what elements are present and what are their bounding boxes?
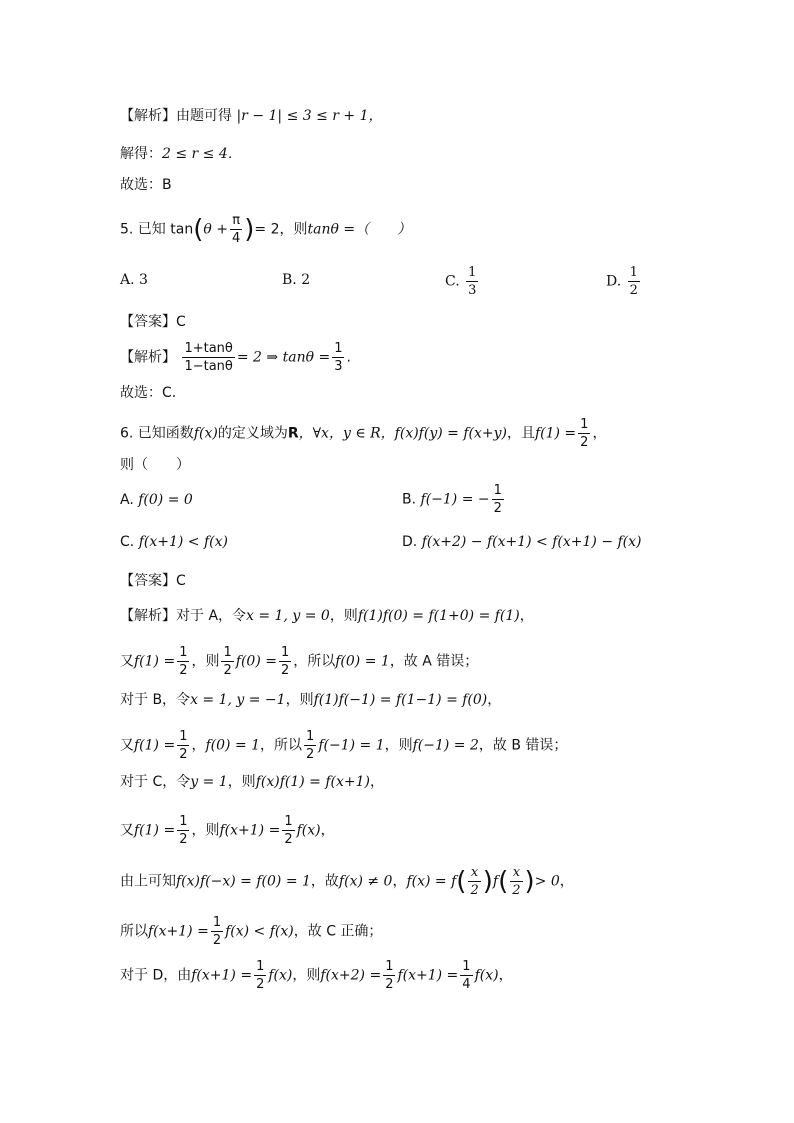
- q6-option-a: [120, 492, 193, 508]
- q4-solve-line: [120, 144, 242, 164]
- expr: f(−1) = 2: [412, 737, 479, 754]
- half-frac: $\frac{1}{2}$: [223, 645, 232, 678]
- text: ，则: [292, 967, 321, 984]
- text: 由上可知: [120, 873, 176, 890]
- text: 对于 C，令: [120, 774, 191, 790]
- answer-tag: 【答案】: [120, 314, 176, 330]
- expr: x = 1, y = 0: [246, 608, 330, 624]
- expr: f(x) ≠ 0: [338, 873, 393, 890]
- q6-stem: [120, 418, 606, 449]
- expr: f(x) < f(x): [225, 923, 294, 940]
- x-over-2: $\frac{x}{2}$: [470, 865, 479, 898]
- text: 又: [120, 653, 134, 670]
- q6-stem-half: $\frac{1}{2}$: [580, 417, 589, 450]
- q6-stem-1: 6. 已知函数: [120, 425, 194, 442]
- q6-stem-then: 则（ ）: [120, 457, 190, 473]
- q5-answer: [120, 312, 186, 332]
- q6-stem-3: ，∀x，y ∈ R，: [298, 425, 395, 442]
- x-over-2: $\frac{x}{2}$: [512, 865, 521, 898]
- q5-tan: tan: [170, 221, 194, 238]
- text: ，: [320, 822, 335, 839]
- expr: f(0) = 1: [205, 737, 261, 754]
- text: 又: [120, 737, 134, 754]
- expr: f(x+1) =: [191, 967, 253, 984]
- expr: x = 1, y = −1: [190, 692, 286, 708]
- q6-option-a-label: A.: [120, 492, 134, 508]
- text: ，: [191, 737, 206, 754]
- analysis-tag: 【解析】: [120, 108, 176, 124]
- text: 对于 A，令: [176, 608, 247, 624]
- text: ，故: [310, 873, 339, 890]
- q4-solve-expr: 2 ≤ r ≤ 4．: [162, 146, 242, 162]
- left-paren: (: [498, 866, 509, 897]
- analysis-tag: 【解析】: [120, 349, 176, 366]
- half-frac: $\frac{1}{2}$: [179, 645, 188, 678]
- text: ，故 B 错误；: [478, 737, 568, 754]
- half-frac: $\frac{1}{2}$: [306, 729, 315, 762]
- q5-stem-prefix: 5. 已知: [120, 221, 166, 238]
- expr: f(1)f(−1) = f(1−1) = f(0): [313, 692, 488, 708]
- left-paren: (: [193, 214, 204, 245]
- half-frac: $\frac{1}{2}$: [179, 814, 188, 847]
- q4-analysis-expr: |r − 1| ≤ 3 ≤ r + 1，: [236, 108, 383, 124]
- text: ，故 A 错误；: [389, 653, 479, 670]
- text: ，: [487, 692, 502, 708]
- q5-answer-value: C: [176, 314, 186, 330]
- expr: f(x): [474, 967, 499, 984]
- text: ，则: [191, 653, 220, 670]
- q6-stem-4: ，且: [506, 425, 535, 442]
- q5-option-d: [606, 266, 642, 297]
- text: ，则: [329, 608, 358, 624]
- q5-stem-ask: tanθ =（ ）: [307, 221, 412, 238]
- right-paren: ): [244, 214, 255, 245]
- text: ，故 C 正确；: [293, 923, 383, 940]
- text: 所以: [120, 923, 148, 940]
- q5-option-d-frac: $\frac{1}{2}$: [629, 265, 638, 298]
- expr: f(x): [296, 822, 321, 839]
- q5-analysis-result: $\frac{1}{3}$: [334, 341, 343, 374]
- half-frac: $\frac{1}{2}$: [385, 959, 394, 992]
- expr: f(x)f(1) = f(x+1): [255, 774, 370, 790]
- half-frac: $\frac{1}{2}$: [212, 915, 222, 948]
- q6-option-d-label: D.: [402, 534, 418, 550]
- right-paren: ): [482, 866, 493, 897]
- q6-stem-2: 的定义域为: [217, 425, 288, 442]
- q6-option-a-expr: f(0) = 0: [138, 492, 193, 508]
- text: ，: [559, 873, 574, 890]
- expr: f(x+1) =: [219, 822, 281, 839]
- q6-option-b-label: B.: [402, 491, 417, 508]
- analysis-tag: 【解析】: [120, 608, 176, 624]
- quarter-frac: $\frac{1}{4}$: [462, 959, 471, 992]
- half-frac: $\frac{1}{2}$: [179, 729, 188, 762]
- q6-option-d-expr: f(x+2) − f(x+1) < f(x+1) − f(x): [421, 534, 642, 550]
- q6-stem-R: R: [287, 425, 299, 442]
- q6-option-c-label: C.: [120, 534, 135, 550]
- expr: f(1) =: [134, 653, 176, 670]
- q5-stem-eq: = 2，则: [254, 221, 308, 238]
- q6-stem-eq: f(x)f(y) = f(x+y): [394, 425, 507, 442]
- text: ，则: [191, 822, 220, 839]
- expr: f(0) = 1: [335, 653, 390, 670]
- half-frac: $\frac{1}{2}$: [256, 959, 265, 992]
- expr: f(x): [268, 967, 293, 984]
- q5-pi-over-4: $\frac{\pi}{4}$: [231, 213, 241, 246]
- q6-analysis-line-1: [120, 606, 534, 626]
- q6-analysis-line-3: [120, 690, 501, 710]
- q6-option-c-expr: f(x+1) < f(x): [138, 534, 228, 550]
- text: ，则: [384, 737, 413, 754]
- q6-option-b-frac: $\frac{1}{2}$: [493, 483, 502, 516]
- expr: f(x+1) =: [148, 923, 209, 940]
- expr: f(1) =: [134, 822, 176, 839]
- expr: f(x)f(−x) = f(0) = 1: [176, 873, 311, 890]
- expr: > 0: [534, 873, 560, 890]
- answer-tag: 【答案】: [120, 573, 176, 589]
- q6-analysis-line-9: [120, 960, 513, 991]
- q5-option-c-frac: $\frac{1}{3}$: [468, 265, 477, 298]
- text: ，: [519, 608, 534, 624]
- q6-stem-fx: f(x): [193, 425, 218, 442]
- right-paren: ): [524, 866, 535, 897]
- expr: y = 1: [190, 774, 228, 790]
- expr: f(x+2) =: [320, 967, 382, 984]
- expr: f(x+1) =: [397, 967, 459, 984]
- text: ，则: [227, 774, 256, 790]
- q6-stem-end: ，: [592, 425, 607, 442]
- text: 对于 D，由: [120, 967, 192, 984]
- q4-analysis-text: 由题可得: [176, 108, 232, 124]
- text: ，则: [285, 692, 314, 708]
- q5-option-d-label: D.: [606, 273, 622, 290]
- expr: f(0) =: [235, 653, 277, 670]
- q5-analysis-frac: $\frac{1+\tan\theta}{1-\tan\theta}$: [184, 341, 233, 374]
- q6-analysis-line-4: [120, 730, 567, 761]
- q4-analysis-line: [120, 106, 383, 126]
- q5-option-b: B. 2: [282, 272, 311, 288]
- q5-option-c-label: C.: [445, 273, 460, 290]
- q6-option-d: [402, 534, 642, 550]
- q6-analysis-line-6: [120, 815, 335, 846]
- text: ，: [498, 967, 513, 984]
- q5-analysis: 【解析】 $\frac{1+\tan\theta}{1-\tan\theta}$ = 2 ⇒ tanθ = $\frac{1}{3}$ .: [120, 341, 351, 374]
- q4-solve-label: 解得：: [120, 146, 162, 162]
- expr: f(1) =: [134, 737, 176, 754]
- q5-stem: [120, 214, 411, 245]
- q6-answer-value: C: [176, 573, 186, 589]
- q5-option-a: A. 3: [120, 272, 148, 288]
- q6-analysis-line-5: [120, 772, 384, 792]
- text: ，所以: [293, 653, 336, 670]
- q5-analysis-mid: = 2 ⇒ tanθ =: [236, 349, 331, 366]
- expr: f: [492, 873, 499, 890]
- q6-option-b: [402, 484, 506, 515]
- text: ，: [369, 774, 384, 790]
- text: ，所以: [260, 737, 303, 754]
- expr: f(1)f(0) = f(1+0) = f(1): [357, 608, 520, 624]
- q6-option-b-expr: f(−1) = −: [420, 491, 490, 508]
- q6-analysis-line-8: [120, 916, 382, 947]
- q5-theta: θ +: [203, 221, 228, 238]
- text: 又: [120, 822, 134, 839]
- expr: f(x) = f: [406, 873, 457, 890]
- half-frac: $\frac{1}{2}$: [284, 814, 293, 847]
- q6-analysis-line-2: [120, 646, 478, 677]
- q6-option-c: [120, 534, 228, 550]
- left-paren: (: [456, 866, 467, 897]
- text: ，: [392, 873, 407, 890]
- q4-choice: 故选：B: [120, 177, 172, 193]
- half-frac: $\frac{1}{2}$: [280, 645, 290, 678]
- expr: f(−1) = 1: [318, 737, 385, 754]
- text: 对于 B，令: [120, 692, 191, 708]
- q6-stem-f1: f(1) =: [534, 425, 577, 442]
- q5-option-c: [445, 266, 480, 297]
- q5-choice: 故选：C.: [120, 385, 177, 401]
- q6-analysis-line-7: [120, 866, 574, 897]
- q6-answer: [120, 571, 186, 591]
